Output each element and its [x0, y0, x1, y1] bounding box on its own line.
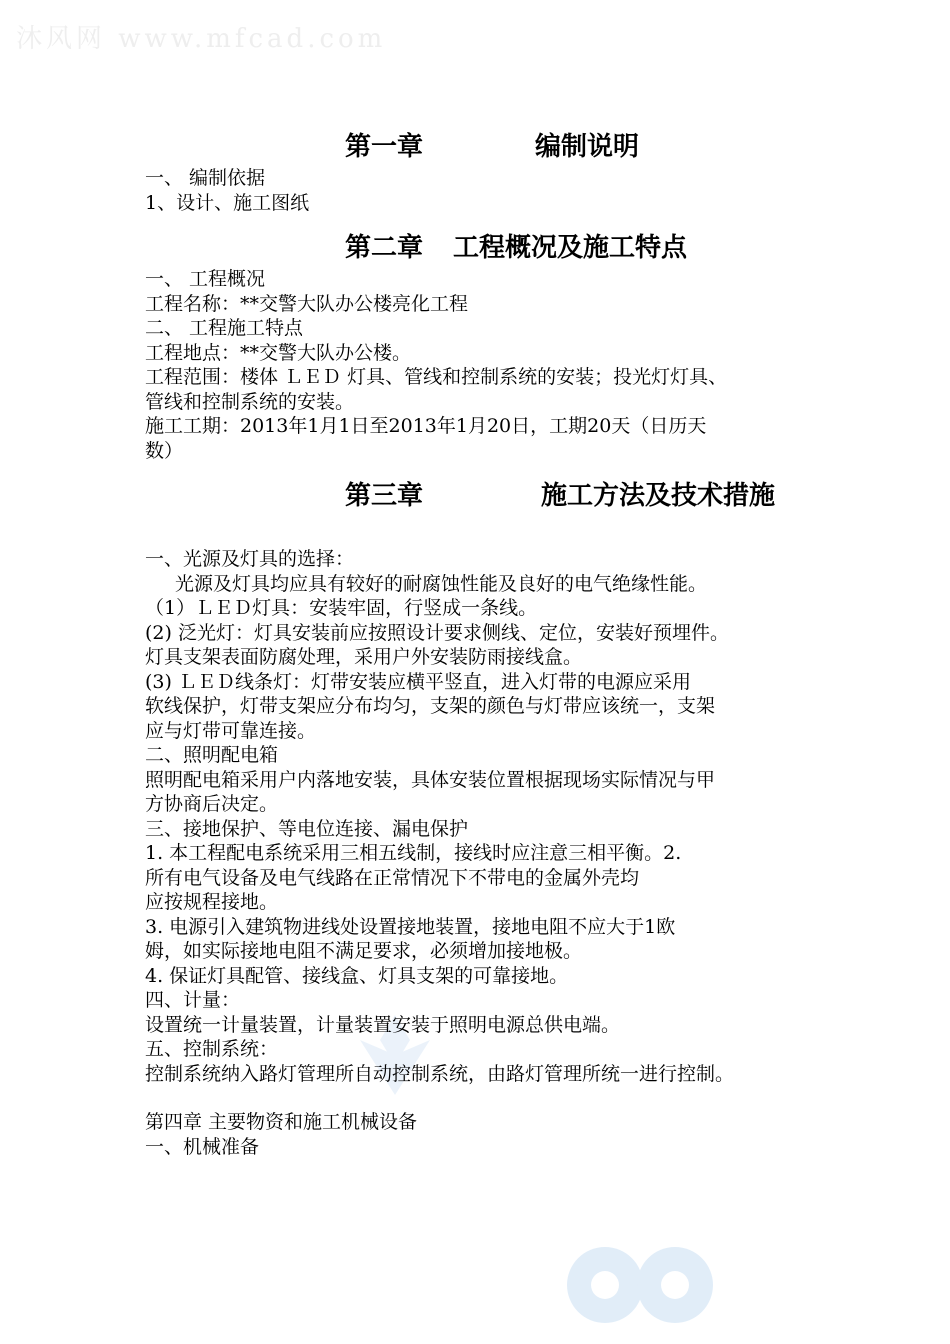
- text-line: 3. 电源引入建筑物进线处设置接地装置，接地电阻不应大于1欧: [145, 915, 676, 938]
- text-line: （1）ＬＥＤ灯具：安装牢固，行竖成一条线。: [145, 597, 538, 619]
- snowflake-watermark-icon-2: [560, 1230, 720, 1340]
- text-line: 二、照明配电箱: [145, 744, 279, 766]
- text-line: 工程名称：**交警大队办公楼亮化工程: [145, 292, 469, 315]
- text-line: 控制系统纳入路灯管理所自动控制系统，由路灯管理所统一进行控制。: [145, 1062, 735, 1085]
- text-line: 方协商后决定。: [145, 793, 279, 815]
- chapter-2-heading: 第二章 工程概况及施工特点: [345, 233, 688, 263]
- chapter-4-heading: 第四章 主要物资和施工机械设备: [145, 1111, 418, 1133]
- text-line: 管线和控制系统的安装。: [145, 390, 355, 413]
- chapter-1-content: [145, 166, 825, 215]
- text-line: 光源及灯具均应具有较好的耐腐蚀性能及良好的电气绝缘性能。: [175, 572, 708, 595]
- text-line: 工程范围：楼体 ＬＥＤ 灯具、管线和控制系统的安装；投光灯灯具、: [145, 366, 728, 388]
- text-line: 数）: [145, 439, 184, 462]
- text-line: 一、 编制依据: [145, 167, 266, 189]
- text-line: 1. 本工程配电系统采用三相五线制，接线时应注意三相平衡。2.: [145, 842, 682, 864]
- chapter-4-subheading: 一、机械准备: [145, 1135, 260, 1158]
- text-line: 一、 工程概况: [145, 268, 266, 290]
- text-line: 照明配电箱采用户内落地安装，具体安装位置根据现场实际情况与甲: [145, 768, 716, 791]
- text-line: (2) 泛光灯：灯具安装前应按照设计要求侧线、定位，安装好预埋件。: [145, 621, 729, 644]
- text-line: 应按规程接地。: [145, 891, 279, 913]
- text-line: 设置统一计量装置，计量装置安装于照明电源总供电端。: [145, 1013, 621, 1036]
- chapter-1-heading: 第一章 编制说明: [345, 132, 640, 162]
- chapter-3-heading: 第三章 施工方法及技术措施: [345, 481, 776, 511]
- text-line: 施工工期：2013年1月1日至2013年1月20日，工期20天（日历天: [145, 415, 707, 437]
- watermark-text: 沐风网 www.mfcad.com: [16, 24, 387, 54]
- text-line: 应与灯带可靠连接。: [145, 719, 317, 742]
- document-body: [145, 128, 825, 1159]
- text-line: 工程地点：**交警大队办公楼。: [145, 341, 412, 364]
- text-line: 四、计量：: [145, 989, 241, 1011]
- text-line: 1、设计、施工图纸: [145, 191, 310, 214]
- text-line: (3) ＬＥＤ线条灯：灯带安装应横平竖直，进入灯带的电源应采用: [145, 670, 691, 693]
- text-line: 灯具支架表面防腐处理，采用户外安装防雨接线盒。: [145, 646, 583, 668]
- chapter-3-content: [145, 547, 825, 1086]
- chapter-2-content: [145, 267, 825, 463]
- text-line: 4. 保证灯具配管、接线盒、灯具支架的可靠接地。: [145, 964, 569, 987]
- text-line: 三、接地保护、等电位连接、漏电保护: [145, 817, 469, 840]
- text-line: 五、控制系统：: [145, 1038, 279, 1060]
- text-line: 软线保护，灯带支架应分布均匀，支架的颜色与灯带应该统一，支架: [145, 695, 716, 717]
- text-line: 姆，如实际接地电阻不满足要求，必须增加接地极。: [145, 940, 583, 962]
- text-line: 二、 工程施工特点: [145, 317, 304, 339]
- text-line: 所有电气设备及电气线路在正常情况下不带电的金属外壳均: [145, 866, 640, 889]
- text-line: 一、光源及灯具的选择：: [145, 548, 355, 570]
